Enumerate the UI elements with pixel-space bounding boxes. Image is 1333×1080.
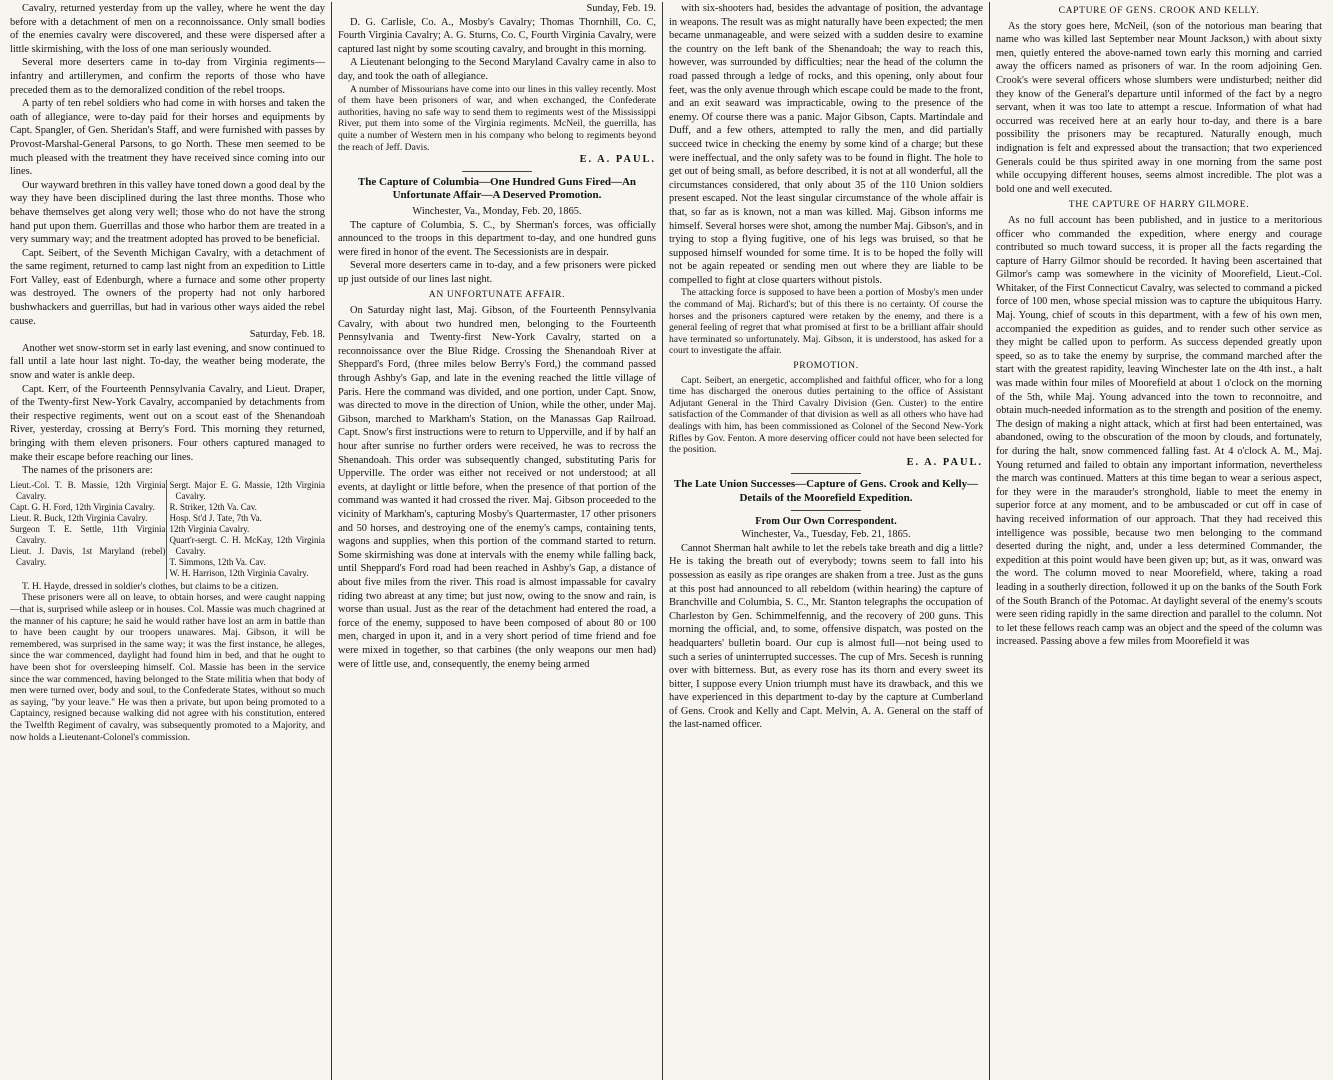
paragraph: D. G. Carlisle, Co. A., Mosby's Cavalry; Thomas Thornhill, Co. C, Fourth Virginia Cavalry; A. G. Sturns, Co. C, Fourth Virginia Cavalry, were captured last night by some scouting cavalry, and brought in this morning. — [338, 16, 656, 55]
prisoner-list — [10, 480, 325, 579]
subheading: THE CAPTURE OF HARRY GILMORE. — [1068, 199, 1250, 211]
list-item: Lieut.-Col. T. B. Massie, 12th Virginia Cavalry. — [10, 479, 166, 501]
subheading: PROMOTION. — [793, 360, 859, 372]
paragraph: Cannot Sherman halt awhile to let the rebels take breath and dig a little? He is taking the breath out of everybody; towns seem to fall into his possession as easily as ripe oranges are shaken from a tree. Just as the guns at this post had announced to all rebeldom (within hearing) the capture of Branchville and Columbia, S. C., Mr. Stanton telegraphs the occupation of Charleston by Gen. Schimmelfennig, and the recovery of 200 guns. This morning the official, and, to some, offensive dispatch, was posted on the headquarters' bulletin board. Our cup is almost full—not being used to such a series of uninterrupted successes. The cup of Mrs. Secesh is running over with bitterness. But, as every rose has its thorn and every sweet its bitter, I suppose every Union triumph must have its drawback, and this we have experienced in this department to-day by the capture at Cumberland of Gens. Crook and Kelly and Capt. Melvin, A. A. General on the staff of the last-named officer. — [669, 542, 983, 731]
divider — [462, 171, 532, 172]
paragraph: Cavalry, returned yesterday from up the valley, where he went the day before with a detachment of men on a reconnoissance. Only small bodies of the enemies cavalry were discovered, and these were dispersed after a little skirmishing, with the loss of one man seriously wounded. — [10, 3, 325, 55]
list-item: W. H. Harrison, 12th Virginia Cavalry. — [169, 567, 309, 578]
divider — [791, 510, 861, 511]
dateline: Winchester, Va., Monday, Feb. 20, 1865. — [412, 205, 582, 217]
paragraph: A number of Missourians have come into our lines in this valley recently. Most of them have been prisoners of war, and when exchanged, the Confederate authorities, having no safe way to send them to regiments west of the Mississippi River, put them into some of the Virginia regiments. McNeil, the guerrilla, has quite a number of Western men in his company who belong to regiments beyond the reach of Jeff. Davis. — [338, 83, 656, 153]
column-2 — [332, 2, 662, 1080]
list-item: Lieut. J. Davis, 1st Maryland (rebel) Cavalry. — [10, 545, 166, 567]
paragraph: Another wet snow-storm set in early last evening, and snow continued to fall until a late hour last night. To-day, the weather being moderate, the snow and water is ankle deep. — [10, 342, 325, 382]
paragraph: Several more deserters came in to-day, and a few prisoners were picked up just outside of our lines last night. — [338, 260, 656, 285]
paragraph: Capt. Kerr, of the Fourteenth Pennsylvania Cavalry, and Lieut. Draper, of the Twenty-first New-York Cavalry, accompanied by detachments from their respective regiments, went out on a scout east of the Shenandoah River, yesterday, crossing at Berry's Ford. This morning they returned, bringing with them eleven prisoners. Four others captured managed to make their escape before reaching our lines. — [10, 383, 325, 463]
byline: From Our Own Correspondent. — [755, 515, 897, 527]
prisoner-list-right — [166, 480, 326, 579]
list-item: Sergt. Major E. G. Massie, 12th Virginia Cavalry. — [169, 479, 325, 501]
paragraph: Capt. Seibert, an energetic, accomplished and faithful officer, who for a long time has discharged the onerous duties pertaining to the office of Assistant Adjutant General in the Third Cavalry Division (Gen. Custer) to the entire satisfaction of the Commander of that division as well as all others who have had dealings with him, has been commissioned as Colonel of the Second New-York Rifles by Gov. Fenton. A more deserving officer could not have been selected for the position. — [669, 374, 983, 456]
list-item: Hosp. St'd J. Tate, 7th Va. — [169, 512, 262, 523]
subheading: CAPTURE OF GENS. CROOK AND KELLY. — [1058, 5, 1260, 16]
column-4 — [990, 2, 1328, 1080]
paragraph: The attacking force is supposed to have been a portion of Mosby's men under the command of Maj. Richard's; but of this there is no certainty. Of course the horses and the prisoners captured were retaken by the enemy, and there is a general feeling of regret that what promised at first to be a brilliant affair should have terminated so unfortunately. Maj. Gibson, it is understood, has asked for a court to investigate the affair. — [669, 287, 983, 357]
prisoner-list-left — [10, 480, 166, 579]
paragraph: A Lieutenant belonging to the Second Maryland Cavalry came in also to day, and took the oath of allegiance. — [338, 57, 656, 82]
dateline: Sunday, Feb. 19. — [586, 3, 656, 14]
subheading: AN UNFORTUNATE AFFAIR. — [428, 289, 566, 301]
column-3 — [663, 2, 989, 1080]
paragraph: As no full account has been published, and in justice to a meritorious officer who commanded the expedition, where energy and courage contributed so much toward success, it is proper all the facts regarding the capture of Harry Gilmor should be recorded. It having been ascertained that Gilmor's camp was somewhere in the vicinity of Moorefield, Lieut.-Col. Whitaker, of the First Connecticut Cavalry, was selected to command a picked force of 100 men, whose special mission was to capture the ubiquitous Harry. Maj. Young, chief of scouts in this department, with a few of his own men, accompanied the expedition as guides, and to render such other service as they might be called upon to perform. As success depended greatly upon speed, so as to take the enemy by surprise, the command marched after the start with the greatest rapidity, leaving Winchester late on the 4th inst., a halt was made within four miles of Moorefield at about 1 o'clock on the morning of the 5th, while Maj. Young advanced into the town to reconnoitre, and obtain much-needed information as to the strength and position of the enemy. The design of making a night attack, which at first had been entertained, was abandoned, owing to the obscuration of the moon by clouds, and fortunately, for during the halt, snow commenced falling fast. At 4 o'clock A. M., Maj. Young returned and failed to obtain any important information, nevertheless the march was continued. Matters at this time began to wear a serious aspect, for they were in the marauder's stronghold, liable to meet the enemy in superior force at any moment, and to be ambuscaded or cut off in case of having received information of our approach. That they had received this intelligence was possible, because two men belonging to the command deserted during the night, and, under a less determined Commander, the expedition at this point would have been given up; but, as it was, onward was the word. The column moved to near Moorefield, where, taking a road leading in a southerly direction, followed it up on the banks of the South Fork of the South Branch of the Potomac. At daylight several of the enemy's scouts were seen riding rapidly in the same direction and parallel to the column. Not to let these fellows reach camp was an object and the speed of the column was increased. Passing above a few miles from Moorefield it was — [996, 214, 1322, 648]
paragraph: These prisoners were all on leave, to obtain horses, and were caught napping—that is, surprised while asleep or in houses. Col. Massie was much chagrined at the manner of his capture; he said he would rather have lost an arm in battle than to have been caught by our troopers unawares. Maj. Gibson, it will be remembered, was surprised in the same way; it was the first instance, he alleges, since the war commenced, daylight had found him in bed, and that he ought to have been shot for oversleeping himself. Col. Massie has been in the service since the war commenced, having belonged to the State militia when that body of men were turned over, body and soul, to the Confederate States, without so much as saying, "by your leave." He was then a private, but upon being promoted to a Captaincy, resigned because walking did not agree with his constitution, entered the Twelfth Regiment of cavalry, was subsequently promoted to a Majority, and now holds a Lieutenant-Colonel's commission. — [10, 592, 325, 743]
signature: E. A. PAUL. — [906, 456, 983, 468]
paragraph: The capture of Columbia, S. C., by Sherman's forces, was officially announced to the troops in this department to-day, and one hundred guns were fired in honor of the event. The Secessionists are in despair. — [338, 219, 656, 258]
paragraph: A party of ten rebel soldiers who had come in with horses and taken the oath of allegiance, were to-day paid for their horses and equipments by Capt. Spangler, of Gen. Sheridan's Staff, and were furnished with passes by Provost-Marshal-General Parsons, to go North. These men seemed to be much pleased with the treatment they have received since coming into our lines. — [10, 98, 325, 178]
paragraph: T. H. Hayde, dressed in soldier's clothes, but claims to be a citizen. — [22, 580, 279, 592]
list-item: T. Simmons, 12th Va. Cav. — [169, 556, 266, 567]
paragraph: As the story goes here, McNeil, (son of the notorious man bearing that name who was killed last September near Mount Jackson,) with about sixty men, quietly entered the above-named town early this morning and carried away the officers named as prisoners of war. In the room adjoining Gen. Crook's were several officers whose slumbers were undisturbed; neither did they know of the General's departure until informed of the fact by a negro servant, when it was too late to attempt a rescue. Information of what had occurred was received here at an early hour to-day, and there is a bare possibility the prisoners may be recaptured. Naturally enough, much indignation is felt and expressed about the transaction; that two experienced Generals could be thus spirited away in one morning from the same post while occupying different houses, seems almost incredible. The plot was a bold one and well executed. — [996, 20, 1322, 195]
paragraph: Capt. Seibert, of the Seventh Michigan Cavalry, with a detachment of the same regiment, returned to camp last night from an expedition to Little Fort Valley, east of Edenburgh, where a furnace and some other property was destroyed. The owners of the property had not only harbored bushwhackers and guerrillas, but had in various other ways aided the rebel cause. — [10, 247, 325, 327]
paragraph: Our wayward brethren in this valley have toned down a good deal by the way they have been disciplined during the last three months. Those who behave themselves get along very well; those who do not have the strong hand put upon them. Guerrillas and those who harbor them are treated in a very summary way; and the treatment adopted has proved to be beneficial. — [10, 179, 325, 246]
column-1 — [4, 2, 331, 1080]
list-item: R. Striker, 12th Va. Cav. — [169, 501, 257, 512]
headline: The Capture of Columbia—One Hundred Guns Fired—An Unfortunate Affair—A Deserved Promotion. — [357, 175, 637, 202]
divider — [791, 473, 861, 474]
paragraph: with six-shooters had, besides the advantage of position, the advantage in weapons. The result was as might naturally have been expected; the men became unmanageable, and were seized with a sudden desire to examine the country on the left bank of the Shenandoah; the way to reach this, however, was surrounded by difficulties; near the head of the column the road passed through a ledge of rocks, and this opening, only about four feet, was the only avenue through which escape could be made to the front, and an exit seaward was impracticable, owing to the presence of the enemy. Of course there was a panic. Major Gibson, Capts. Martindale and Duff, and a few others, attempted to rally the men, and did partially succeed twice in checking the enemy by some kind of a charge; but these were ineffectual, and the only safety was to be found in flight. The hole to get out of being small, as before described, it is not at all wonderful, all the circumstances considered, that only about 35 of the 110 Union soldiers present escaped. Not the least singular circumstance of the whole affair is that, so far as is known, not a man was killed. Maj. Gibson informs me himself. Several horses were shot, among the number Maj. Gibson's, and in trying to stop a flying fugitive, one of his legs was bruised, so that he supposed himself wounded for some time. It is to be hoped the folly will not be again repeated or sending men out where they are liable to be compelled to fight at close quarters without pistols. — [669, 3, 983, 286]
list-item: Surgeon T. E. Settle, 11th Virginia Cavalry. — [10, 523, 166, 545]
dateline: Saturday, Feb. 18. — [249, 329, 325, 341]
signature: E. A. PAUL. — [579, 154, 656, 166]
list-item: Quart'r-sergt. C. H. McKay, 12th Virginia Cavalry. — [169, 534, 325, 556]
paragraph: Several more deserters came in to-day from Virginia regiments—infantry and artillerymen, and confirm the reports of those who have preceded them as to the demoralized condition of the rebel troops. — [10, 57, 325, 96]
list-item: Capt. G. H. Ford, 12th Virginia Cavalry. — [10, 501, 155, 512]
headline: The Late Union Successes—Capture of Gens. Crook and Kelly—Details of the Moorefield Expedition. — [673, 478, 979, 504]
list-item: Lieut. R. Buck, 12th Virginia Cavalry. — [10, 512, 148, 523]
dateline: Winchester, Va., Tuesday, Feb. 21, 1865. — [741, 529, 911, 541]
paragraph: The names of the prisoners are: — [22, 465, 153, 477]
list-item: 12th Virginia Cavalry. — [169, 523, 250, 534]
paragraph: On Saturday night last, Maj. Gibson, of the Fourteenth Pennsylvania Cavalry, with about two hundred men, belonging to the Fourteenth Pennsylvania and Twenty-first New-York Cavalry, started on a reconnoissance over the Blue Ridge. Crossing the Shenandoah River at Sheppard's Ford, (three miles below Berry's Ford,) the command passed through Ashby's Gap, and late in the evening reached the little village of Paris. Here the command was divided, and one portion, under Capt. Snow, was directed to move in the direction of Union, while the other, under Maj. Gibson, marched to Markham's Station, on the Manassas Gap Railroad. Capt. Snow's first instructions were to return to Upperville, and if by half an hour after sunrise no further orders were received, he was to recross the Shenandoah. This order was subsequently changed, substituting Paris for Upperville. The order was either not received or not understood; at all events, at daylight or little before, when the presence of that portion of the command was wanted it had crossed the river. Maj. Gibson proceeded to the vicinity of Markham's, capturing Mosby's Quartermaster, 17 other prisoners and 50 horses, and destroying one of the enemy's camps, containing tents, wagons and supplies, when this portion of the command started to return. Some skirmishing was done at intervals with the enemy while falling back, until Sheppard's Ford road had been reached in Ashby's Gap, a distance of about five miles from the river. This road is almost impassable for cavalry riding two abreast at any time; but just now, owing to the snow and rain, is worse than usual. Just as the rear of the detachment had entered the road, a force of the enemy, supposed to have been composed of about 80 or 100 men, charged in upon it, and in a very short period of time friend and foe were mixed in together, so that carbines (the only weapons our men had) were of little use, and, consequently, the enemy being armed — [338, 305, 656, 670]
